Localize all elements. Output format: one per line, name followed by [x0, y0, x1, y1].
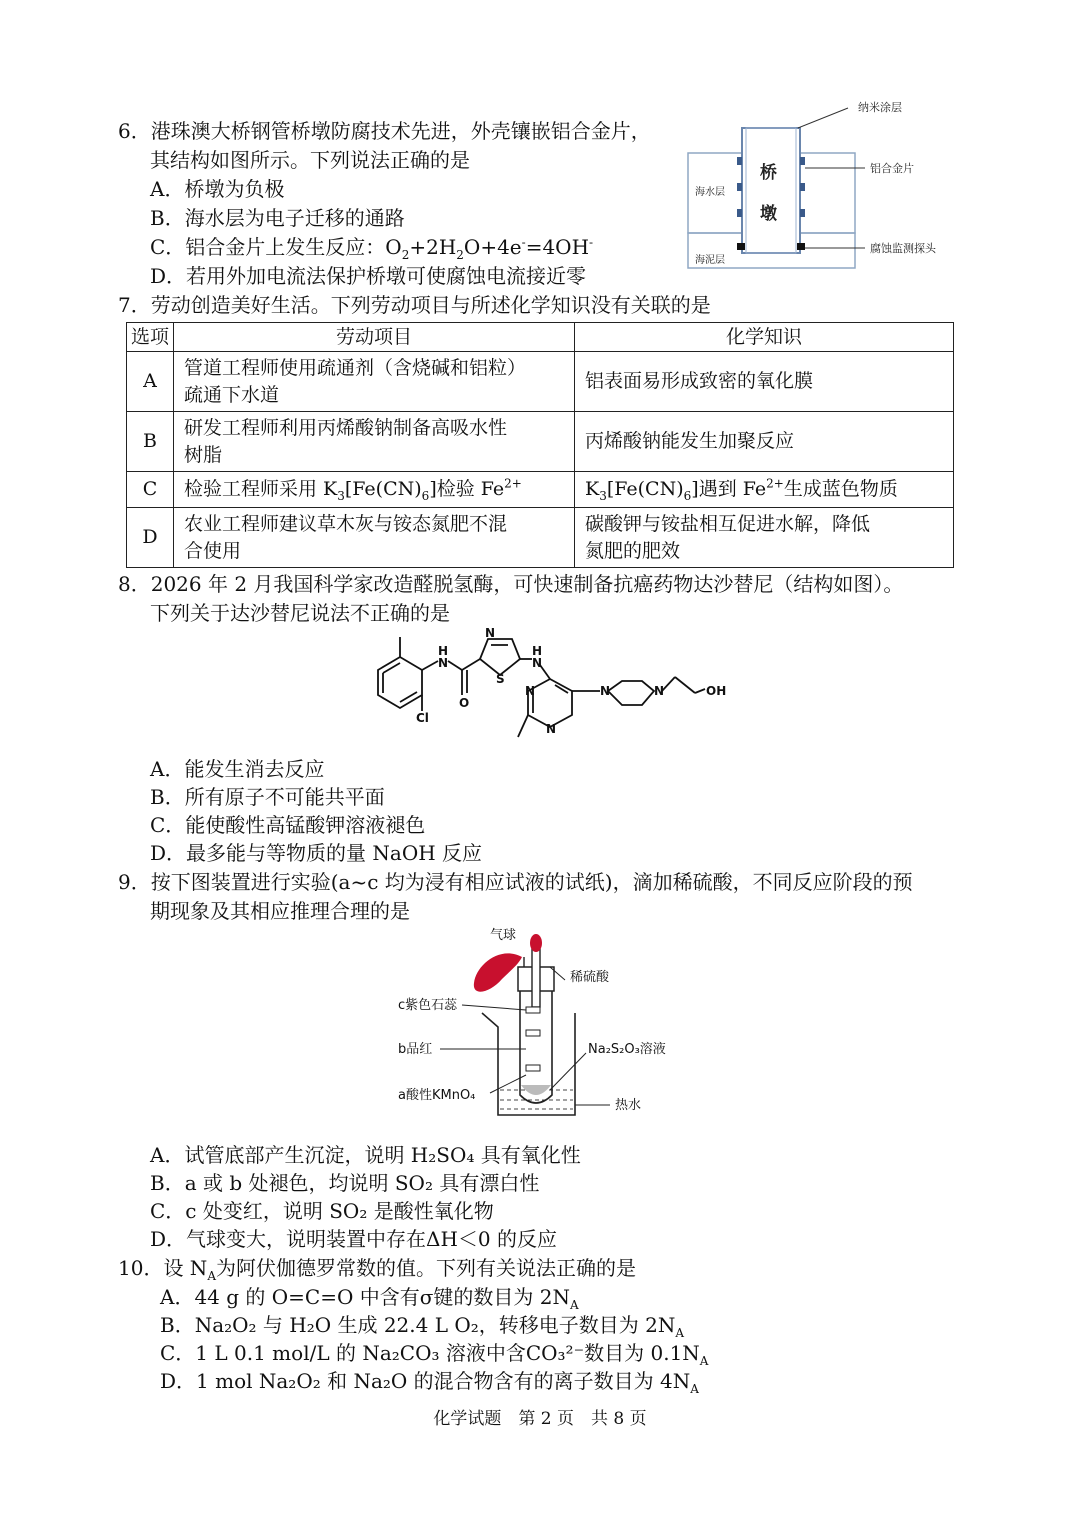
q8-dasatinib-structure [350, 625, 740, 750]
header-option: 选项 [127, 323, 174, 352]
q8-atom-s: S [496, 672, 505, 686]
q6-figure-alloy-label: 铝合金片 [870, 162, 914, 175]
q6-bridge-pier-figure [680, 95, 980, 275]
row-a-task: 管道工程师使用疏通剂（含烧碱和铝粒） 疏通下水道 [174, 352, 575, 412]
q6-stem-line1: 6．港珠澳大桥钢管桥墩防腐技术先进，外壳镶嵌铝合金片， [118, 119, 651, 143]
q9-stem-line1: 9．按下图装置进行实验(a~c 均为浸有相应试液的试纸)，滴加稀硫酸，不同反应阶段的预 [118, 870, 913, 894]
q8-option-b: B．所有原子不可能共平面 [150, 785, 385, 809]
q6-figure-pier-char1: 桥 [760, 163, 777, 183]
row-b-task: 研发工程师利用丙烯酸钠制备高吸水性 树脂 [174, 412, 575, 472]
q8-atom-oh: OH [706, 684, 727, 698]
table-row [127, 412, 954, 472]
q8-atom-h2: H [532, 644, 543, 658]
q6-figure-pier-char2: 墩 [760, 204, 777, 224]
table-row [127, 352, 954, 412]
q6-figure-coating-label: 纳米涂层 [858, 101, 902, 114]
q6-option-d: D．若用外加电流法保护桥墩可使腐蚀电流接近零 [150, 264, 587, 288]
header-task: 劳动项目 [174, 323, 575, 352]
q8-atom-n-pz2: N [654, 684, 665, 698]
q8-atom-n2: N [532, 656, 543, 670]
row-b-knowledge: 丙烯酸钠能发生加聚反应 [575, 412, 954, 472]
row-a-knowledge: 铝表面易形成致密的氧化膜 [575, 352, 954, 412]
q9-option-a: A．试管底部产生沉淀，说明 H₂SO₄ 具有氧化性 [150, 1143, 581, 1167]
q10-stem: 10．设 $N_A$为阿伏伽德罗常数的值。下列有关说法正确的是 [118, 1256, 636, 1283]
q9-option-c: C．c 处变红，说明 SO₂ 是酸性氧化物 [150, 1199, 494, 1223]
q9-label-solution: Na₂S₂O₃溶液 [588, 1042, 666, 1057]
q7-stem: 7．劳动创造美好生活。下列劳动项目与所述化学知识没有关联的是 [118, 293, 711, 317]
q6-figure-mud-label: 海泥层 [695, 255, 725, 266]
q6-option-a: A．桥墩为负极 [150, 177, 285, 201]
q10-option-b: B．Na₂O₂ 与 H₂O 生成 22.4 L O₂，转移电子数目为 $2N_A$ [160, 1313, 685, 1340]
table-row [127, 508, 954, 568]
q6-option-c: C．铝合金片上发生反应：$O_2+2H_2O+4e^-=4OH^-$ [150, 235, 594, 262]
table-row [127, 472, 954, 508]
row-c-option: C [127, 472, 174, 508]
table-header-row [127, 323, 954, 352]
q8-option-d: D．最多能与等物质的量 NaOH 反应 [150, 841, 483, 865]
q8-stem-line2: 下列关于达沙替尼说法不正确的是 [150, 601, 450, 625]
q8-atom-n-pz1: N [600, 684, 611, 698]
q6-option-b: B．海水层为电子迁移的通路 [150, 206, 405, 230]
q7-table [126, 322, 954, 568]
q9-option-b: B．a 或 b 处褪色，均说明 SO₂ 具有漂白性 [150, 1171, 540, 1195]
q10-option-d: D．1 mol Na₂O₂ 和 Na₂O 的混合物含有的离子数目为 $4N_A$ [160, 1369, 699, 1396]
q8-atom-n1: N [438, 656, 449, 670]
q8-option-a: A．能发生消去反应 [150, 757, 325, 781]
page-footer: 化学试题 第 2 页 共 8 页 [433, 1409, 647, 1429]
row-a-option: A [127, 352, 174, 412]
q9-label-balloon: 气球 [490, 928, 517, 943]
row-d-knowledge: 碳酸钾与铵盐相互促进水解，降低 氮肥的肥效 [575, 508, 954, 568]
q6-stem-line2: 其结构如图所示。下列说法正确的是 [150, 148, 470, 172]
row-c-knowledge: $K_3[Fe(CN)_6]$遇到 $Fe^{2+}$生成蓝色物质 [575, 472, 954, 508]
q9-label-a: a酸性KMnO₄ [398, 1088, 476, 1103]
q10-option-c: C．1 L 0.1 mol/L 的 Na₂CO₃ 溶液中含CO₃²⁻数目为 $0.1N_A$ [160, 1341, 709, 1368]
row-c-task: 检验工程师采用 $K_3[Fe(CN)_6]$检验 $Fe^{2+}$ [174, 472, 575, 508]
q8-atom-n-py2: N [546, 722, 557, 736]
q8-option-c: C．能使酸性高锰酸钾溶液褪色 [150, 813, 426, 837]
q9-label-acid: 稀硫酸 [570, 970, 610, 985]
row-d-option: D [127, 508, 174, 568]
q8-atom-cl: Cl [416, 711, 429, 725]
q6-figure-probe-label: 腐蚀监测探头 [870, 242, 936, 255]
q8-stem-line1: 8．2026 年 2 月我国科学家改造醛脱氢酶，可快速制备抗癌药物达沙替尼（结构如图）。 [118, 572, 904, 596]
q8-atom-n-py1: N [525, 684, 536, 698]
q9-stem-line2: 期现象及其相应推理合理的是 [150, 899, 410, 923]
q9-option-d: D．气球变大，说明装置中存在ΔH＜0 的反应 [150, 1227, 558, 1251]
q8-atom-h1: H [438, 644, 449, 658]
q9-label-water: 热水 [615, 1098, 642, 1113]
q8-atom-o: O [459, 696, 470, 710]
row-b-option: B [127, 412, 174, 472]
header-knowledge: 化学知识 [575, 323, 954, 352]
q10-option-a: A．44 g 的 O=C=O 中含有σ键的数目为 $2N_A$ [160, 1285, 579, 1312]
q9-label-c: c紫色石蕊 [398, 998, 458, 1013]
q9-label-b: b品红 [398, 1042, 433, 1057]
q9-apparatus-figure [390, 925, 710, 1125]
row-d-task: 农业工程师建议草木灰与铵态氮肥不混 合使用 [174, 508, 575, 568]
q6-figure-sea-label: 海水层 [695, 187, 725, 198]
q8-atom-n-thiazole: N [485, 626, 496, 640]
